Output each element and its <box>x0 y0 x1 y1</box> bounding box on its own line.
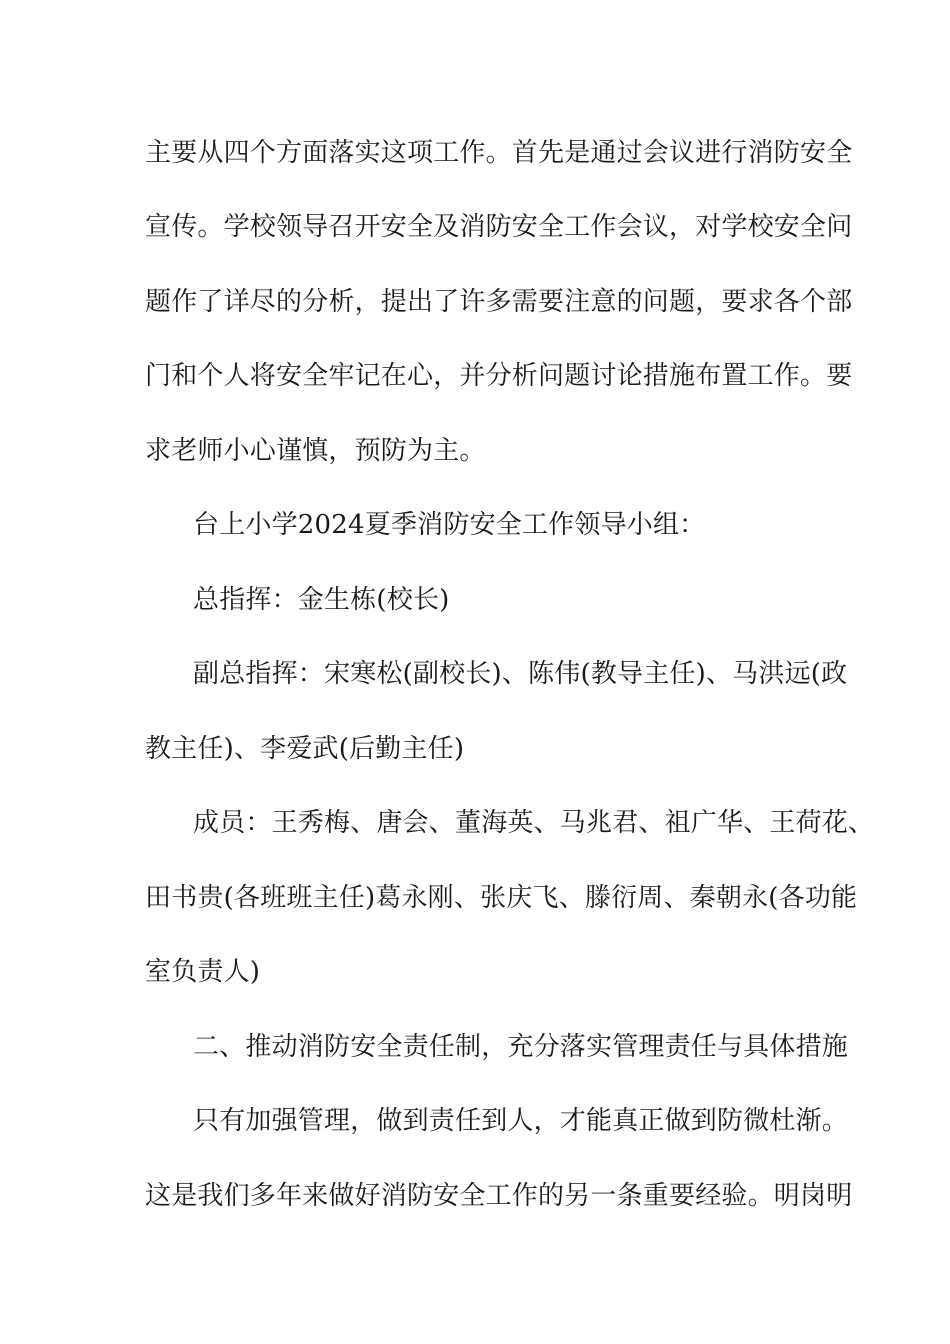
paragraph-line: 只有加强管理，做到责任到人，才能真正做到防微杜渐。 <box>193 1106 849 1136</box>
paragraph-line: 题作了详尽的分析，提出了许多需要注意的问题，要求各个部 <box>145 287 853 317</box>
section-heading: 二、推动消防安全责任制，充分落实管理责任与具体措施 <box>193 1032 849 1062</box>
deputy-commander-line-cont: 教主任)、李爱武(后勤主任) <box>145 734 465 764</box>
members-line-cont: 室负责人) <box>145 957 261 987</box>
paragraph-line: 门和个人将安全牢记在心，并分析问题讨论措施布置工作。要 <box>145 361 853 391</box>
paragraph-line: 这是我们多年来做好消防安全工作的另一条重要经验。明岗明 <box>145 1181 853 1211</box>
group-heading: 台上小学2024夏季消防安全工作领导小组： <box>193 510 706 540</box>
paragraph-line: 求老师小心谨慎，预防为主。 <box>145 436 486 466</box>
commander-line: 总指挥：金生栋(校长) <box>193 585 450 615</box>
deputy-commander-line: 副总指挥：宋寒松(副校长)、陈伟(教导主任)、马洪远(政 <box>193 659 848 689</box>
paragraph-line: 主要从四个方面落实这项工作。首先是通过会议进行消防安全 <box>145 138 853 168</box>
paragraph-line: 宣传。学校领导召开安全及消防安全工作会议，对学校安全问 <box>145 212 853 242</box>
members-line: 成员：王秀梅、唐会、董海英、马兆君、祖广华、王荷花、 <box>193 808 875 838</box>
members-line-cont: 田书贵(各班班主任)葛永刚、张庆飞、滕衍周、秦朝永(各功能 <box>145 883 858 913</box>
